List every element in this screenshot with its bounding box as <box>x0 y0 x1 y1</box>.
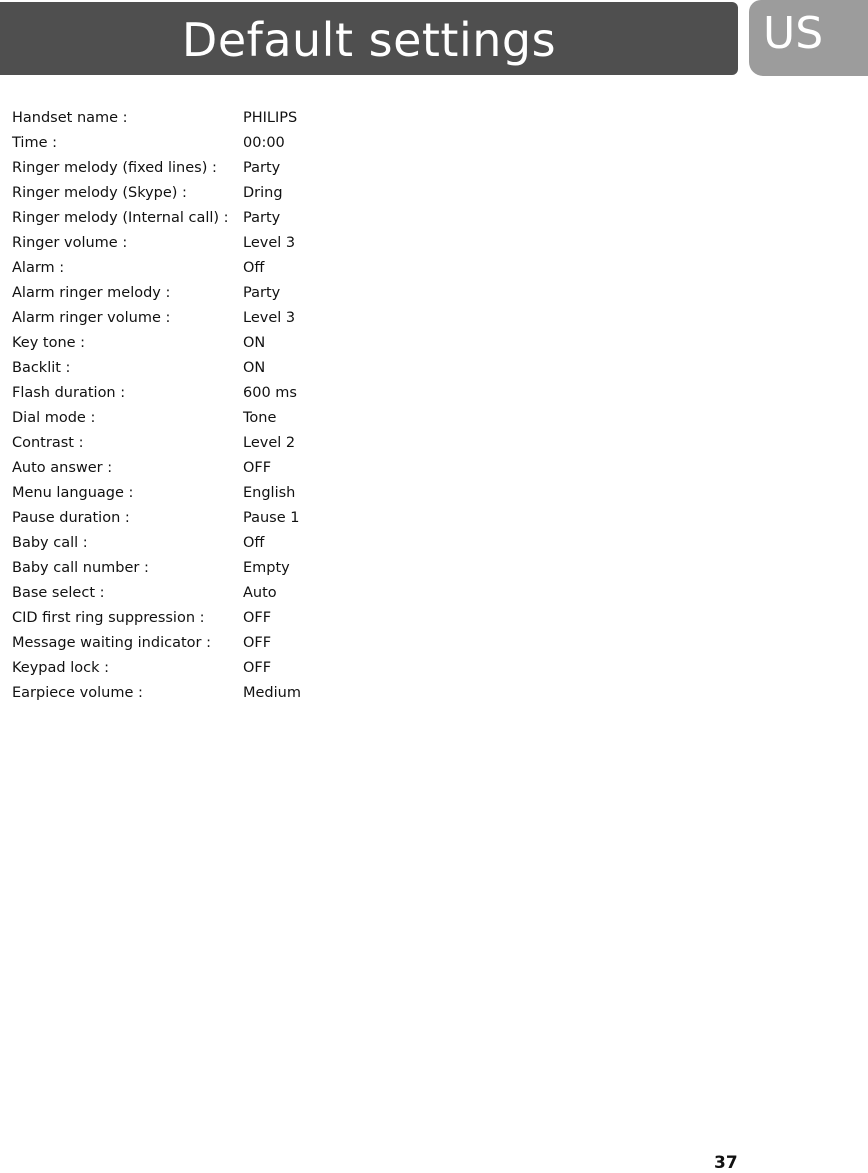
setting-value: Party <box>243 160 281 176</box>
setting-value: OFF <box>243 635 272 651</box>
setting-value: Dring <box>243 185 283 201</box>
setting-label: Baby call : <box>12 535 88 551</box>
setting-value: Level 3 <box>243 235 296 251</box>
setting-label: Earpiece volume : <box>12 685 143 701</box>
setting-value: Level 3 <box>243 310 296 326</box>
language-tab <box>749 0 868 76</box>
setting-value: PHILIPS <box>243 110 298 126</box>
setting-label: Dial mode : <box>12 410 96 426</box>
setting-label: Auto answer : <box>12 460 113 476</box>
setting-value: Empty <box>243 560 290 576</box>
setting-label: Ringer melody (Skype) : <box>12 185 187 201</box>
setting-value: 00:00 <box>243 135 285 151</box>
setting-value: 600 ms <box>243 385 297 401</box>
setting-value: Tone <box>243 410 277 426</box>
setting-label: Backlit : <box>12 360 71 376</box>
setting-value: OFF <box>243 660 272 676</box>
setting-value: Auto <box>243 585 277 601</box>
setting-label: Alarm : <box>12 260 65 276</box>
setting-label: Base select : <box>12 585 105 601</box>
setting-label: Flash duration : <box>12 385 126 401</box>
setting-label: Contrast : <box>12 435 84 451</box>
setting-label: Baby call number : <box>12 560 149 576</box>
setting-value: Party <box>243 210 281 226</box>
header-bar <box>0 2 738 75</box>
setting-value: Off <box>243 535 265 551</box>
setting-value: Medium <box>243 685 301 701</box>
setting-label: Ringer volume : <box>12 235 128 251</box>
setting-value: Party <box>243 285 281 301</box>
setting-value: Off <box>243 260 265 276</box>
setting-value: ON <box>243 360 266 376</box>
setting-value: Level 2 <box>243 435 296 451</box>
setting-value: OFF <box>243 460 272 476</box>
setting-label: CID first ring suppression : <box>12 610 205 626</box>
language-code: US <box>763 8 824 59</box>
setting-label: Ringer melody (fixed lines) : <box>12 160 217 176</box>
setting-label: Keypad lock : <box>12 660 109 676</box>
setting-label: Pause duration : <box>12 510 130 526</box>
setting-label: Handset name : <box>12 110 128 126</box>
setting-value: ON <box>243 335 266 351</box>
setting-label: Alarm ringer melody : <box>12 285 171 301</box>
setting-value: OFF <box>243 610 272 626</box>
setting-label: Key tone : <box>12 335 86 351</box>
setting-value: Pause 1 <box>243 510 300 526</box>
setting-value: English <box>243 485 296 501</box>
setting-label: Ringer melody (Internal call) : <box>12 210 229 226</box>
page-title: Default settings <box>181 13 557 67</box>
setting-label: Message waiting indicator : <box>12 635 211 651</box>
setting-label: Time : <box>12 135 57 151</box>
setting-label: Menu language : <box>12 485 134 501</box>
page-number: 37 <box>714 1153 738 1173</box>
setting-label: Alarm ringer volume : <box>12 310 171 326</box>
